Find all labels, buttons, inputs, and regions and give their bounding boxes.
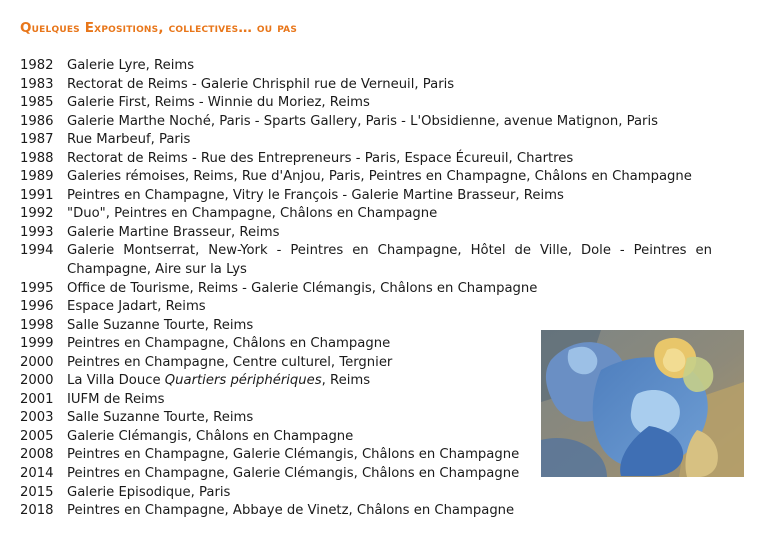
exhibition-venue: Galerie Episodique, Paris: [67, 484, 231, 500]
exhibition-year: 1994: [20, 243, 54, 259]
exhibition-entry: [20, 113, 712, 132]
exhibition-venue: Galerie Montserrat, New-York - Peintres en Champagne, Hôtel de Ville, Dole - Peintres en Champagne, Aire sur la Lys: [67, 243, 712, 278]
painting-image: [541, 330, 744, 477]
exhibition-year: 1988: [20, 150, 54, 166]
exhibition-entry: [20, 150, 712, 169]
exhibition-venue: Peintres en Champagne, Galerie Clémangis, Châlons en Champagne: [67, 447, 520, 463]
exhibition-venue: Peintres en Champagne, Châlons en Champagne: [67, 336, 391, 352]
exhibition-entry: [20, 242, 712, 279]
exhibition-year: 1993: [20, 224, 54, 240]
exhibition-year: 1986: [20, 113, 54, 129]
exhibition-year: 1998: [20, 317, 54, 333]
exhibition-year: 2014: [20, 466, 54, 482]
exhibition-year: 1999: [20, 336, 54, 352]
exhibition-venue: Galeries rémoises, Reims, Rue d'Anjou, Paris, Peintres en Champagne, Châlons en Champagne: [67, 169, 692, 185]
exhibition-year: 2000: [20, 373, 54, 389]
exhibition-venue: Galerie Martine Brasseur, Reims: [67, 224, 280, 240]
exhibition-year: 1983: [20, 76, 54, 92]
exhibition-entry: [20, 298, 712, 317]
exhibition-venue: Peintres en Champagne, Galerie Clémangis, Châlons en Champagne: [67, 466, 520, 482]
exhibition-entry: [20, 205, 712, 224]
exhibition-year: 1991: [20, 187, 54, 203]
exhibition-year: 2018: [20, 503, 54, 519]
exhibition-venue-city: , Reims: [321, 373, 371, 389]
section-heading: Quelques Expositions, collectives… ou pas: [20, 20, 298, 36]
exhibition-entry: [20, 131, 712, 150]
exhibition-venue: Galerie Lyre, Reims: [67, 58, 195, 73]
exhibition-entry: [20, 484, 712, 503]
exhibition-venue: Peintres en Champagne, Vitry le François - Galerie Martine Brasseur, Reims: [67, 187, 564, 203]
exhibition-venue: Galerie First, Reims - Winnie du Moriez, Reims: [67, 95, 370, 111]
exhibition-year: 2015: [20, 484, 54, 500]
exhibition-entry: [20, 187, 712, 206]
exhibition-venue: Rectorat de Reims - Rue des Entrepreneurs - Paris, Espace Écureuil, Chartres: [67, 150, 574, 166]
exhibition-venue: Espace Jadart, Reims: [67, 299, 206, 315]
exhibition-year: 1996: [20, 299, 54, 315]
exhibition-year: 1987: [20, 132, 54, 148]
exhibition-venue: Rue Marbeuf, Paris: [67, 132, 191, 148]
exhibition-entry: [20, 224, 712, 243]
exhibition-entry: [20, 502, 712, 521]
exhibition-year: 2005: [20, 428, 54, 444]
exhibition-year: 1985: [20, 95, 54, 111]
exhibition-venue: Galerie Marthe Noché, Paris - Sparts Gallery, Paris - L'Obsidienne, avenue Matignon, Paris: [67, 113, 659, 129]
exhibition-entry: [20, 168, 712, 187]
exhibition-entry: [20, 94, 712, 113]
exhibition-venue: IUFM de Reims: [67, 391, 165, 407]
exhibition-entry: [20, 76, 712, 95]
exhibition-year: 2001: [20, 391, 54, 407]
exhibition-entry: [20, 280, 712, 299]
exhibition-year: 2008: [20, 447, 54, 463]
exhibition-year: 1989: [20, 169, 54, 185]
exhibition-venue: Galerie Clémangis, Châlons en Champagne: [67, 428, 354, 444]
exhibition-venue: [67, 372, 537, 391]
exhibition-venue: Salle Suzanne Tourte, Reims: [67, 410, 254, 426]
exhibition-year: 2000: [20, 354, 54, 370]
exhibition-venue-name: La Villa Douce: [67, 373, 165, 389]
exhibition-year: 1992: [20, 206, 54, 222]
exhibition-year: 1995: [20, 280, 54, 296]
exhibition-year: 2003: [20, 410, 54, 426]
exhibition-venue: Peintres en Champagne, Abbaye de Vinetz, Châlons en Champagne: [67, 503, 515, 519]
exhibition-year: 1982: [20, 58, 54, 73]
exhibition-venue: Salle Suzanne Tourte, Reims: [67, 317, 254, 333]
exhibition-venue: Office de Tourisme, Reims - Galerie Clémangis, Châlons en Champagne: [67, 280, 538, 296]
exhibition-title: Quartiers périphériques: [164, 373, 322, 389]
exhibition-entry: [20, 57, 712, 76]
exhibition-venue: Rectorat de Reims - Galerie Chrisphil rue de Verneuil, Paris: [67, 76, 455, 92]
exhibition-venue: Peintres en Champagne, Centre culturel, Tergnier: [67, 354, 393, 370]
exhibition-venue: "Duo", Peintres en Champagne, Châlons en Champagne: [67, 206, 438, 222]
